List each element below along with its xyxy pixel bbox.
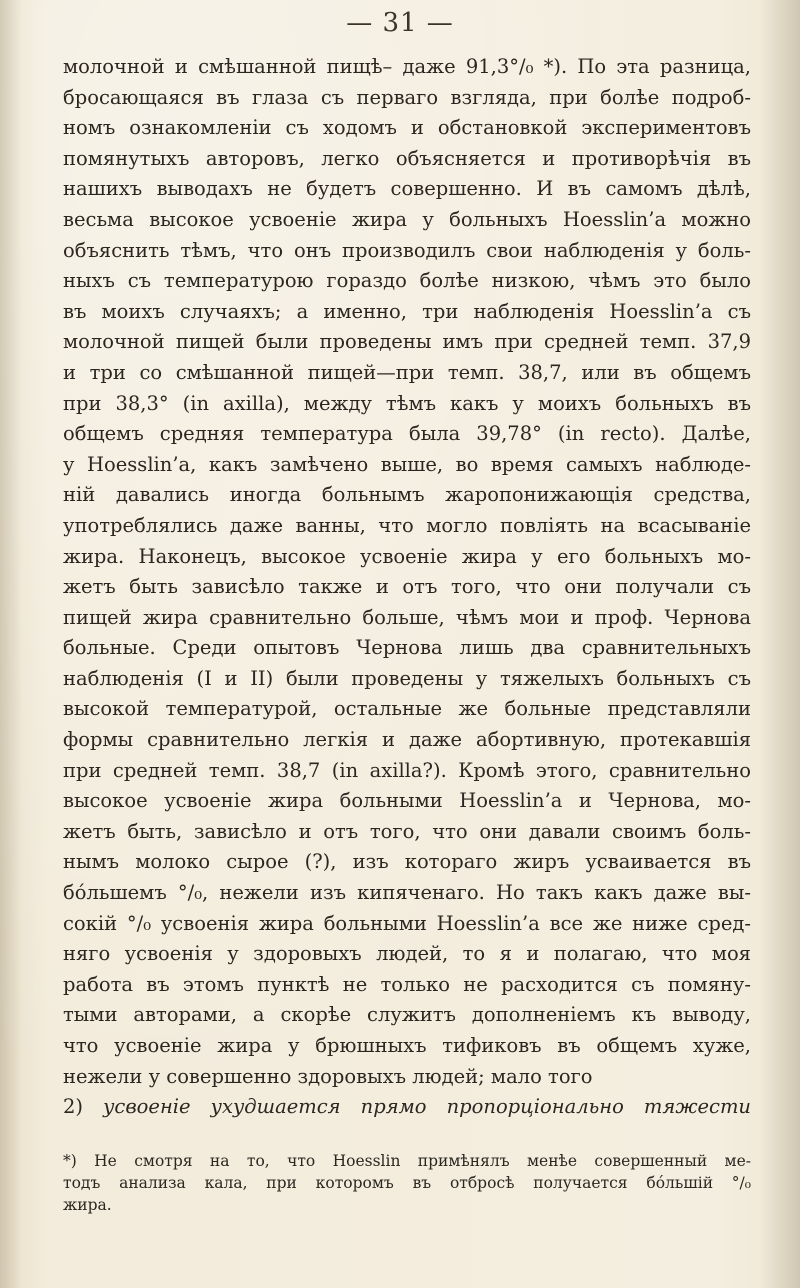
text-line: номъ ознакомленіи съ ходомъ и обстановкой экспериментовъ: [63, 116, 751, 140]
text-line: нымъ молоко сырое (?), изъ котораго жиръ усваивается въ: [63, 850, 751, 874]
main-text: [63, 52, 751, 1123]
footnote-line: жира.: [63, 1196, 112, 1214]
text-line: ныхъ съ температурою гораздо болѣе низкою, чѣмъ это было: [63, 269, 751, 293]
text-line: тыми авторами, а скорѣе служитъ дополненіемъ къ выводу,: [63, 1003, 751, 1027]
page-left-edge-shadow: [0, 0, 22, 1288]
text-line: и три со смѣшанной пищей—при темп. 38,7, или въ общемъ: [63, 360, 751, 384]
text-line: работа въ этомъ пунктѣ не только не расходится съ помяну-: [63, 972, 751, 996]
text-line: у Hoesslin’a, какъ замѣчено выше, во время самыхъ наблюде-: [63, 452, 751, 476]
text-line: нашихъ выводахъ не будетъ совершенно. И въ самомъ дѣлѣ,: [63, 177, 751, 201]
text-line: пищей жира сравнительно больше, чѣмъ мои и проф. Чернова: [63, 605, 751, 629]
text-line: помянутыхъ авторовъ, легко объясняется и противорѣчія въ: [63, 146, 751, 170]
text-line: формы сравнительно легкія и даже абортивную, протекавшія: [63, 728, 751, 752]
text-line: употреблялись даже ванны, что могло повліять на всасываніе: [63, 513, 751, 537]
section-line: [63, 1092, 751, 1123]
text-line: при 38,3° (in axilla), между тѣмъ какъ у моихъ больныхъ въ: [63, 391, 751, 415]
section-number: 2): [63, 1095, 84, 1119]
text-line: бросающаяся въ глаза съ перваго взгляда, при болѣе подроб-: [63, 85, 751, 109]
text-line: молочной и смѣшанной пищѣ– даже 91,3°/₀ *). По эта разница,: [63, 55, 751, 78]
text-line: весьма высокое усвоеніе жира у больныхъ Hoesslin’a можно: [63, 207, 751, 231]
text-line: жетъ быть, зависѣло и отъ того, что они давали своимъ боль-: [63, 819, 751, 843]
text-line: наблюденія (I и II) были проведены у тяжелыхъ больныхъ съ: [63, 666, 751, 690]
text-line: въ моихъ случаяхъ; а именно, три наблюденія Hoesslin’a съ: [63, 299, 751, 323]
text-line: ній давались иногда больнымъ жаропонижающія средства,: [63, 483, 751, 507]
text-line: больные. Среди опытовъ Чернова лишь два сравнительныхъ: [63, 636, 751, 660]
text-line: бо́льшемъ °/₀, нежели изъ кипяченаго. Но такъ какъ даже вы-: [63, 881, 751, 905]
text-line: жира. Наконецъ, высокое усвоеніе жира у его больныхъ мо-: [63, 544, 751, 568]
text-line: жетъ быть зависѣло также и отъ того, что они получали съ: [63, 575, 751, 599]
footnote-line: тодъ анализа кала, при которомъ въ отбросѣ получается бо́льшій °/₀: [63, 1174, 751, 1192]
section-title-italic: усвоеніе ухудшается прямо пропорціонально тяжести: [103, 1095, 751, 1119]
text-line: что усвоеніе жира у брюшныхъ тификовъ въ общемъ хуже,: [63, 1034, 751, 1057]
text-line: няго усвоенія у здоровыхъ людей, то я и полагаю, что моя: [63, 942, 751, 966]
text-line: общемъ средняя температура была 39,78° (in recto). Далѣе,: [63, 422, 751, 446]
page-right-edge-shadow: [760, 0, 800, 1288]
text-line: объяснить тѣмъ, что онъ производилъ свои наблюденія у боль-: [63, 238, 751, 262]
footnote-line: *) Не смотря на то, что Hoesslin примѣнялъ менѣе совершенный ме-: [63, 1152, 751, 1170]
text-line: молочной пищей были проведены имъ при средней темп. 37,9: [63, 330, 751, 354]
text-line: высокой температурой, остальные же больные представляли: [63, 697, 751, 721]
page-number: — 31 —: [346, 8, 454, 38]
footnote: [63, 1150, 751, 1216]
text-line: при средней темп. 38,7 (in axilla?). Кромѣ этого, сравнительно: [63, 758, 751, 782]
text-line: сокій °/₀ усвоенія жира больными Hoesslin’a все же ниже сред-: [63, 911, 751, 935]
text-line: нежели у совершенно здоровыхъ людей; мало того: [63, 1064, 593, 1088]
text-line: высокое усвоеніе жира больными Hoesslin’a и Чернова, мо-: [63, 789, 751, 813]
